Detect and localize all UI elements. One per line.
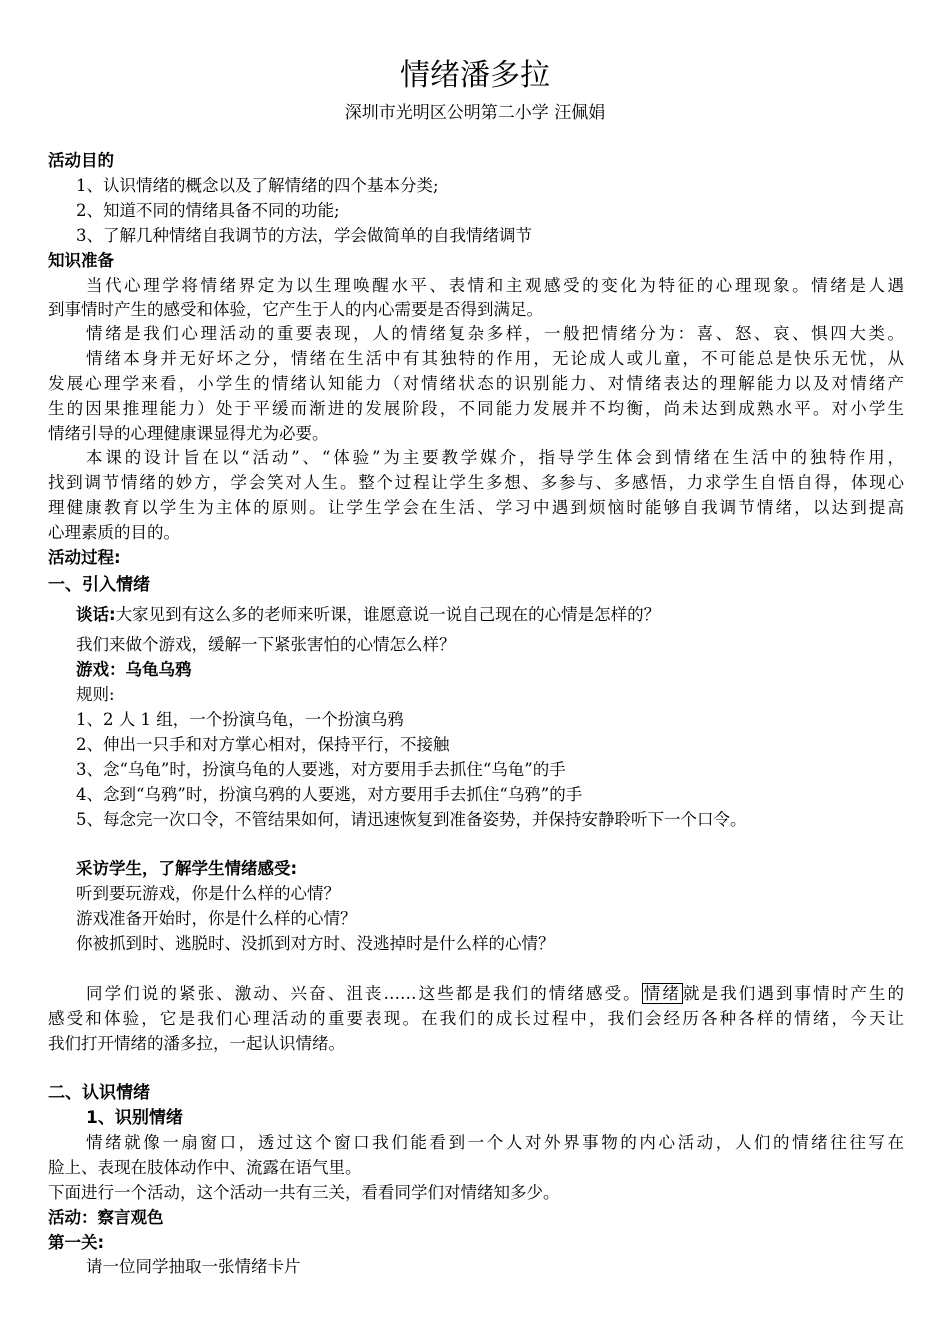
rules-label: 规则: [76,685,115,704]
question-item: 你被抓到时、逃脱时、没抓到对方时、没逃掉时是什么样的心情？ [76,934,555,953]
summary-line [86,983,904,1005]
document-title: 情绪潘多拉 [400,58,550,93]
rule-item: 5、每念完一次口令，不管结果如何，请迅速恢复到准备姿势，并保持安静聆听下一个口令。 [76,810,747,829]
level-heading: 第一关: [48,1233,105,1252]
part2-heading: 二、认识情绪 [48,1083,150,1103]
part1-heading: 一、引入情绪 [48,575,150,595]
paragraph-line: 发展心理学来看，小学生的情绪认知能力（对情绪状态的识别能力、对情绪表达的理解能力以及对情绪产 [48,374,904,393]
rule-item: 2、伸出一只手和对方掌心相对，保持平行，不接触 [76,735,450,754]
paragraph-line: 下面进行一个活动，这个活动一共有三关，看看同学们对情绪知多少。 [48,1183,560,1202]
rule-item: 1、2 人 1 组，一个扮演乌龟，一个扮演乌鸦 [76,710,404,729]
summary-pre: 同学们说的紧张、激动、兴奋、沮丧……这些都是我们的情绪感受。 [86,984,642,1003]
talk-label: 谈话: [76,605,116,624]
paragraph-line: 请一位同学抽取一张情绪卡片 [86,1257,301,1276]
paragraph-line: 当代心理学将情绪界定为以生理唤醒水平、表情和主观感受的变化为特征的心理现象。情绪是人遇 [86,276,904,295]
interview-heading: 采访学生，了解学生情绪感受: [76,859,298,878]
paragraph-line: 找到调节情绪的妙方，学会笑对人生。整个过程让学生多想、多参与、多感悟，力求学生自悟自得，体现心 [48,473,904,492]
paragraph-line: 情绪本身并无好坏之分，情绪在生活中有其独特的作用，无论成人或儿童，不可能总是快乐无忧，从 [86,349,904,368]
document-subtitle: 深圳市光明区公明第二小学 汪佩娟 [344,103,606,123]
section-heading-goals: 活动目的 [48,151,114,170]
goal-item: 1、认识情绪的概念以及了解情绪的四个基本分类; [76,176,439,195]
game-heading: 游戏：乌龟乌鸦 [76,660,192,679]
section-heading-knowledge: 知识准备 [48,251,114,270]
talk-text: 大家见到有这么多的老师来听课，谁愿意说一说自己现在的心情是怎样的？ [115,605,661,624]
paragraph-line: 脸上、表现在肢体动作中、流露在语气里。 [48,1158,362,1177]
paragraph-line: 理健康教育以学生为主体的原则。让学生学会在生活、学习中遇到烦恼时能够自我调节情绪，以达到提高 [48,498,904,517]
activity-heading: 活动：察言观色 [48,1208,164,1227]
paragraph-line: 情绪是我们心理活动的重要表现，人的情绪复杂多样，一般把情绪分为：喜、怒、哀、惧四大类。 [86,324,904,343]
paragraph-line: 到事情时产生的感受和体验，它产生于人的内心需要是否得到满足。 [48,300,543,319]
summary-line: 我们打开情绪的潘多拉，一起认识情绪。 [48,1034,345,1053]
paragraph-line: 生的因果推理能力）处于平缓而渐进的发展阶段，不同能力发展并不均衡，尚未达到成熟水平。对小学生 [48,399,904,418]
section-heading-process: 活动过程: [48,548,121,567]
question-item: 游戏准备开始时，你是什么样的心情？ [76,909,357,928]
paragraph-line: 心理素质的目的。 [48,523,180,542]
paragraph-line: 本课的设计旨在以“活动”、“体验”为主要教学媒介，指导学生体会到情绪在生活中的独特作用， [86,448,904,467]
question-item: 听到要玩游戏，你是什么样的心情？ [76,884,340,903]
talk-line [76,604,660,626]
goal-item: 3、了解几种情绪自我调节的方法，学会做简单的自我情绪调节 [76,226,532,245]
summary-line: 感受和体验，它是我们心理活动的重要表现。在我们的成长过程中，我们会经历各种各样的情绪，今天让 [48,1009,904,1028]
paragraph-line: 情绪引导的心理健康课显得尤为必要。 [48,424,329,443]
rule-item: 4、念到“乌鸦”时，扮演乌鸦的人要逃，对方要用手去抓住“乌鸦”的手 [76,785,583,804]
paragraph-line: 情绪就像一扇窗口，透过这个窗口我们能看到一个人对外界事物的内心活动，人们的情绪往往写在 [86,1133,904,1152]
summary-post: 就是我们遇到事情时产生的 [682,984,905,1003]
goal-item: 2、知道不同的情绪具备不同的功能; [76,201,340,220]
body-line: 我们来做个游戏，缓解一下紧张害怕的心情怎么样？ [76,635,456,654]
rule-item: 3、念“乌龟”时，扮演乌龟的人要逃，对方要用手去抓住“乌龟”的手 [76,760,566,779]
boxed-term: 情绪 [643,984,681,1003]
subsection-heading: 1、识别情绪 [86,1108,183,1128]
